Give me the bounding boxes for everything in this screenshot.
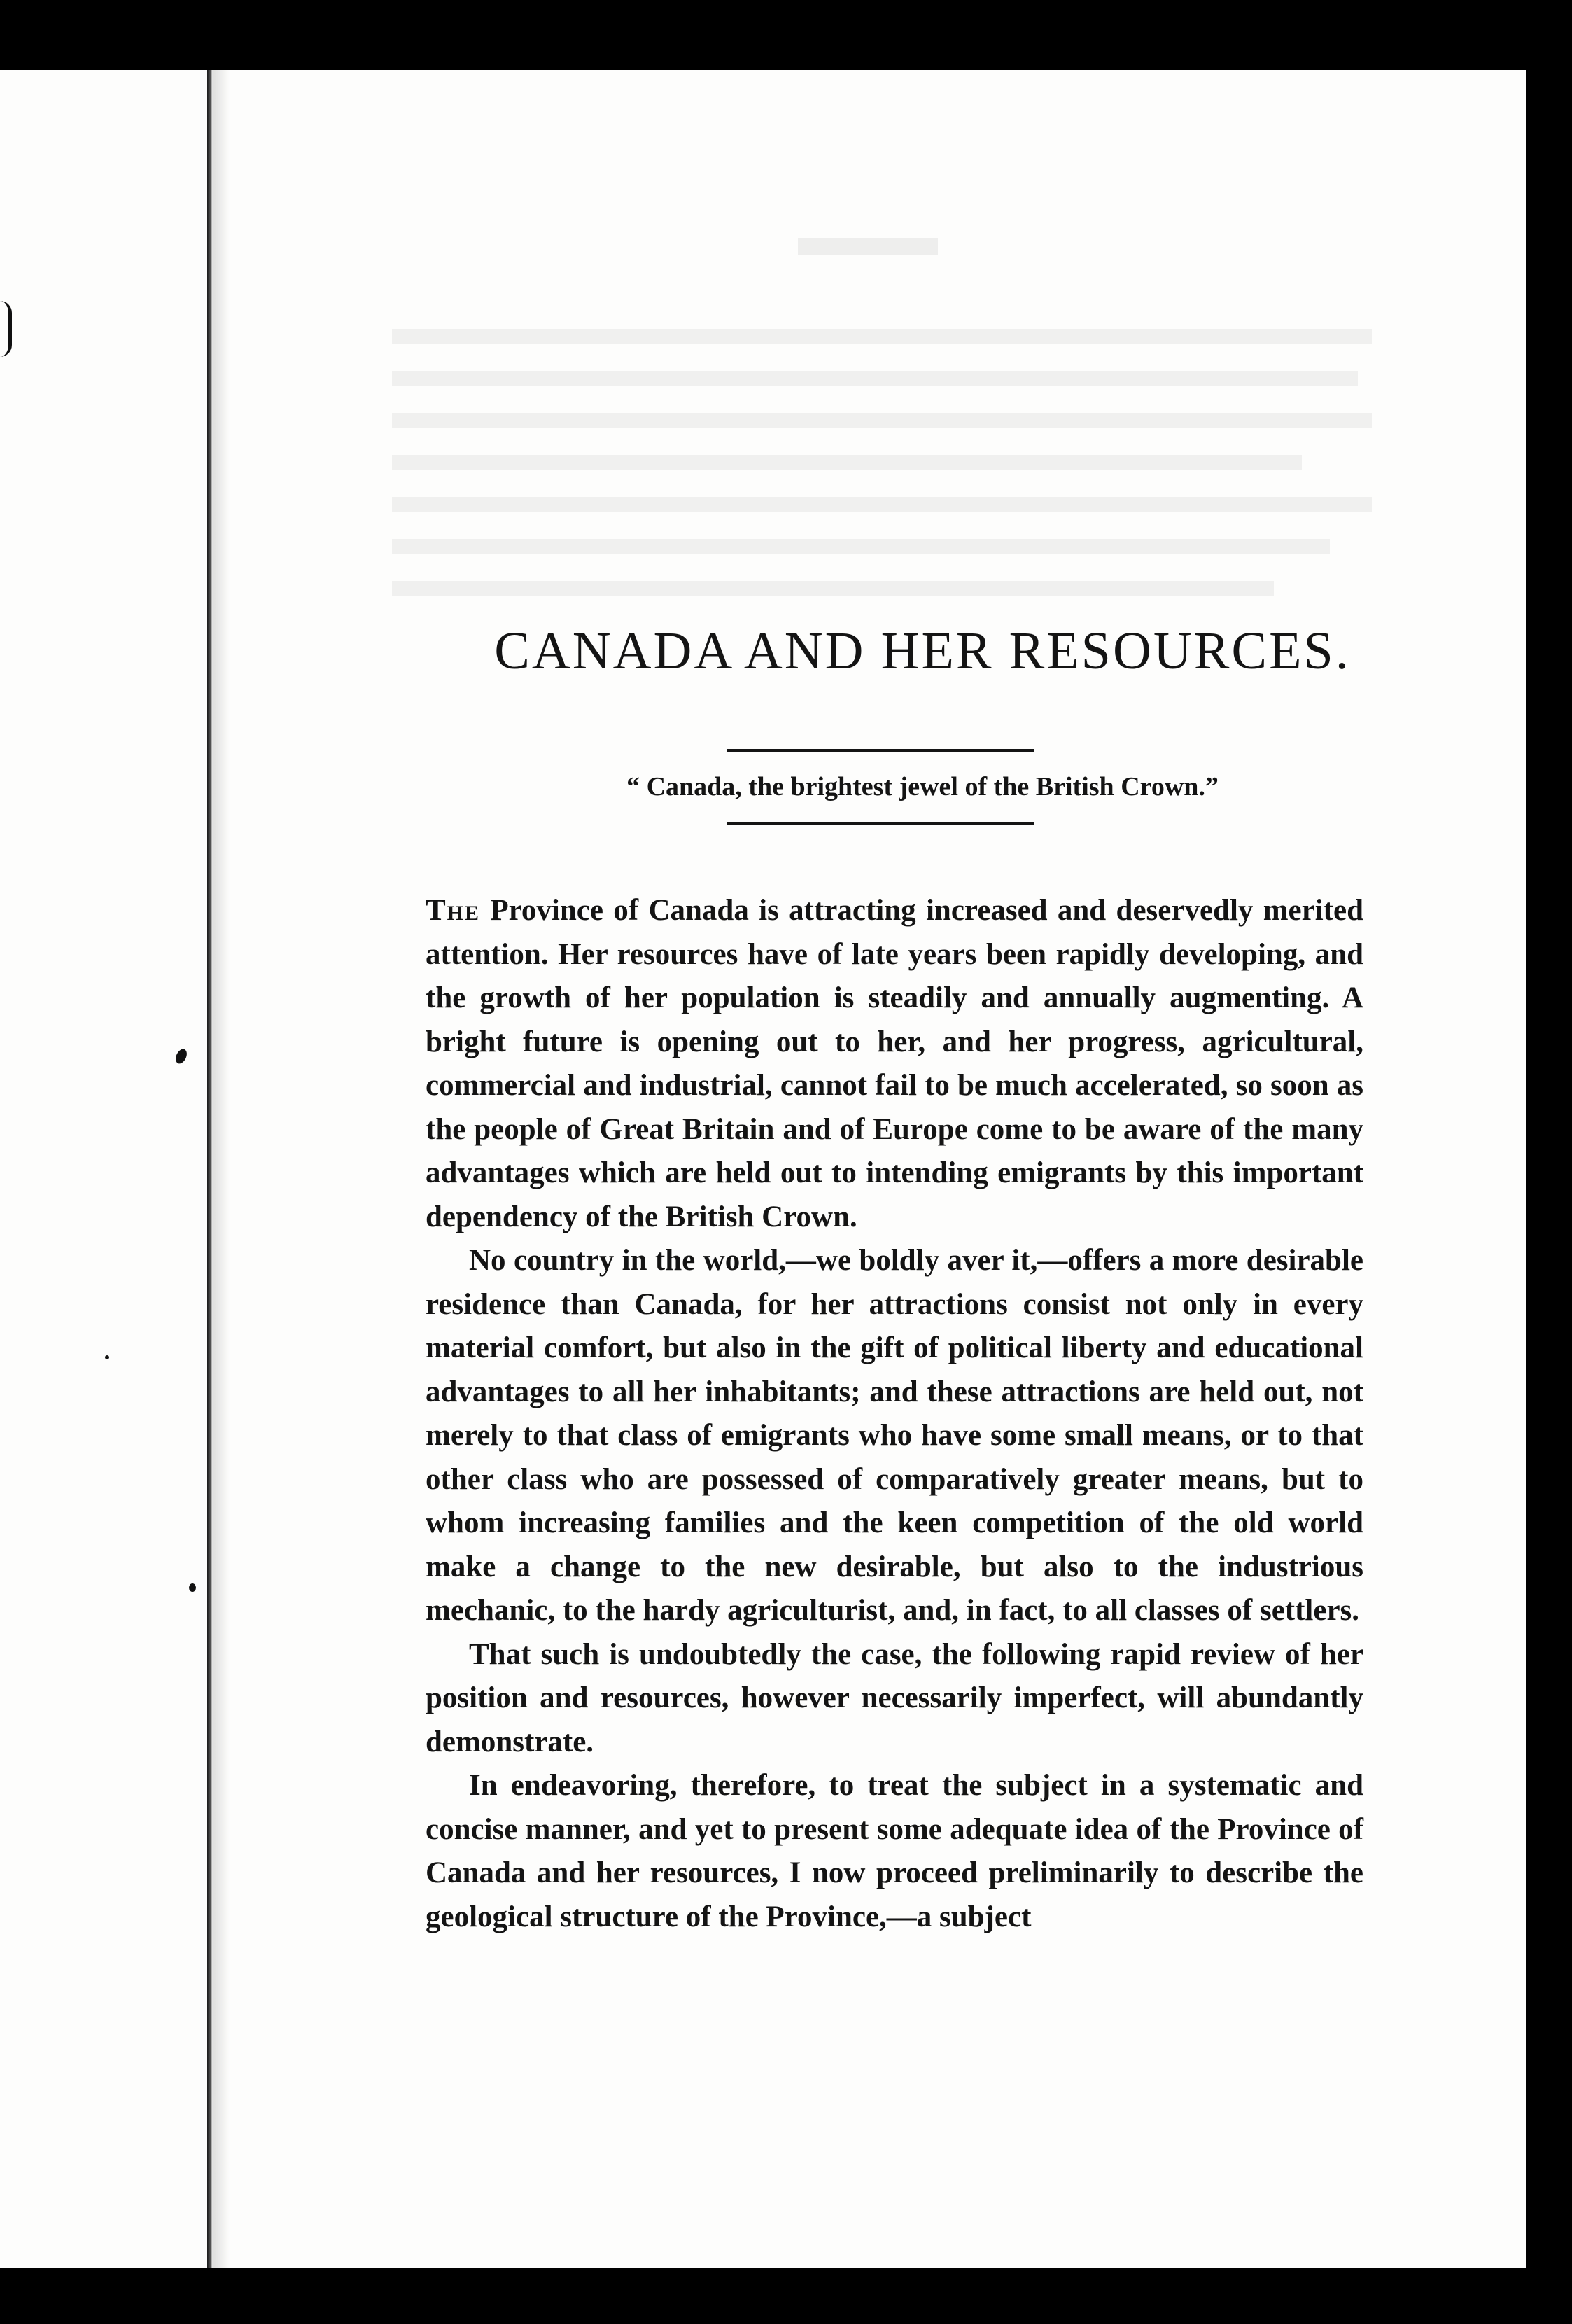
lead-word: The [426,894,481,927]
bleed-through-line [392,581,1274,596]
bleed-through-folio [798,238,938,255]
title-rule-bottom [727,822,1034,825]
bleed-through-line [392,371,1358,386]
page-gutter [207,70,213,2268]
paragraph-1-text: Province of Canada is attracting increased and deservedly merited attention. Her resources have of late years been rapidly developing, and the growth of her population is steadily and annually augmenting. A bright future is opening out to her, and her progress, agricultural, commercial and industrial, cannot fail to be much accelerated, so soon as the people of Great Britain and of Europe come to be aware of the many advantages which are held out to intending emigrants by this important dependency of the British Crown. [426,894,1363,1233]
title-rule-top [727,749,1034,752]
paragraph-4: In endeavoring, therefore, to treat the subject in a systematic and concise manner, and yet to present some adequate idea of the Province of Canada and her resources, I now proceed preliminarily to describe the geological structure of the Province,—a subject [426,1769,1363,1933]
page-title: CANADA AND HER RESOURCES. [494,622,1351,680]
paragraph-3: That such is undoubtedly the case, the following rapid review of her position and resources, however necessarily imperfect, will abundantly demonstrate. [426,1637,1363,1758]
epigraph: “ Canada, the brightest jewel of the British Crown.” [626,772,1219,802]
bleed-through-line [392,539,1330,554]
ink-mark [105,1355,109,1359]
gutter-shadow [213,70,230,2268]
bleed-through-line [392,329,1372,344]
bleed-through-line [392,497,1372,512]
paragraph-1 [426,889,1363,1239]
bleed-through-line [392,455,1302,470]
facing-page-fragment [0,301,12,357]
paragraph-2: No country in the world,—we boldly aver it,—offers a more desirable residence than Canada, for her attractions consist not only in every material comfort, but also in the gift of political liberty and educational advantages to all her inhabitants; and these attractions are held out, not merely to that class of emigrants who have some small means, or to that other class who are possessed of comparatively greater means, but to whom increasing families and the keen competition of the old world make a change to the new desirable, but also to the industrious mechanic, to the hardy agriculturist, and, in fact, to all classes of settlers. [426,1244,1363,1627]
body-text [426,889,1363,1939]
bleed-through-line [392,413,1372,428]
page-content [426,616,1363,1939]
ink-mark [189,1583,196,1592]
